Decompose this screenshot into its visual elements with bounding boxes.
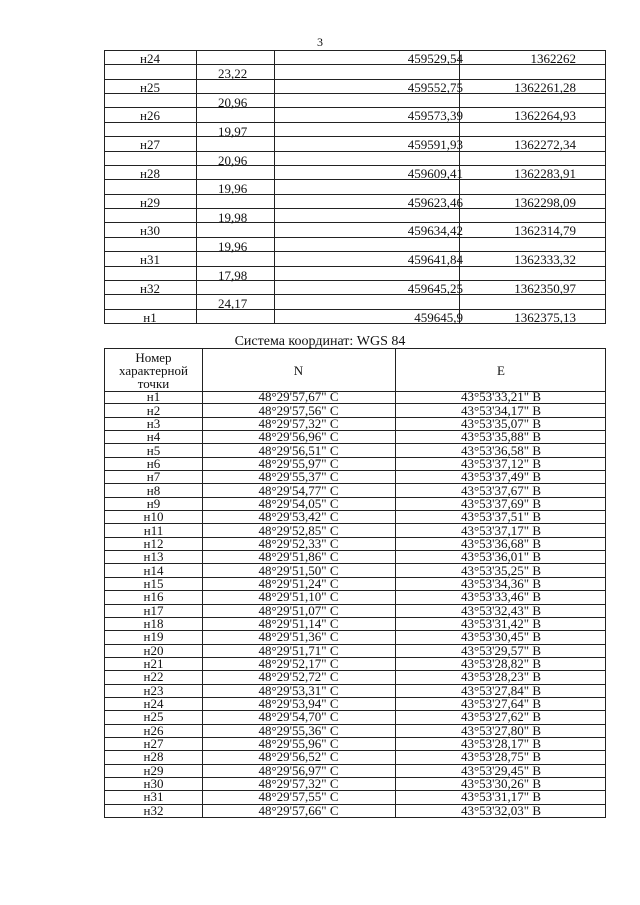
latitude-cell: 48°29'51,71" С xyxy=(258,642,339,658)
wgs84-coordinates-table xyxy=(104,348,606,818)
latitude-cell: 48°29'54,70" С xyxy=(258,709,339,725)
distance-cell: 17,98 xyxy=(218,268,248,283)
point-number-cell: н15 xyxy=(143,575,164,591)
point-number-cell: н9 xyxy=(146,495,161,511)
point-number-cell: н4 xyxy=(146,429,161,445)
latitude-cell: 48°29'55,36" С xyxy=(258,722,339,738)
latitude-cell: 48°29'53,94" С xyxy=(258,696,339,712)
longitude-cell: 43°53'37,69" В xyxy=(460,495,542,511)
page-number: 3 xyxy=(317,35,323,49)
coordinate-y-cell: 1362283,91 xyxy=(514,166,576,181)
point-number-cell: н12 xyxy=(143,535,164,551)
column-divider xyxy=(196,50,197,323)
longitude-cell: 43°53'33,21" В xyxy=(460,389,542,405)
coordinate-y-cell: 1362333,32 xyxy=(514,252,576,267)
point-number-cell: н32 xyxy=(140,281,160,296)
point-number-cell: н31 xyxy=(140,252,160,267)
point-number-cell: н18 xyxy=(143,616,164,632)
point-number-cell: н22 xyxy=(143,669,164,685)
coordinate-x-cell: 459552,75 xyxy=(407,80,463,95)
longitude-cell: 43°53'34,17" В xyxy=(460,402,542,418)
longitude-cell: 43°53'37,51" В xyxy=(460,509,542,525)
point-number-cell: н31 xyxy=(143,789,164,805)
column-divider xyxy=(274,50,275,323)
longitude-cell: 43°53'33,46" В xyxy=(460,589,542,605)
point-number-cell: н1 xyxy=(146,389,161,405)
distance-cell: 19,98 xyxy=(218,210,248,225)
longitude-cell: 43°53'36,01" В xyxy=(460,549,542,565)
point-number-cell: н16 xyxy=(143,589,164,605)
coordinate-x-cell: 459529,54 xyxy=(407,51,463,66)
coordinate-x-cell: 459573,39 xyxy=(407,108,463,123)
latitude-cell: 48°29'55,97" С xyxy=(258,455,339,471)
latitude-cell: 48°29'51,07" С xyxy=(258,602,339,618)
point-number-cell: н28 xyxy=(140,166,160,181)
latitude-cell: 48°29'52,85" С xyxy=(258,522,339,538)
coordinate-y-cell: 1362261,28 xyxy=(514,80,576,95)
point-number-cell: н8 xyxy=(146,482,161,498)
coordinate-y-cell: 1362375,13 xyxy=(514,310,576,325)
latitude-cell: 48°29'57,32" С xyxy=(258,415,339,431)
point-number-cell: н20 xyxy=(143,642,164,658)
latitude-cell: 48°29'51,36" С xyxy=(258,629,339,645)
longitude-cell: 43°53'37,12" В xyxy=(460,455,542,471)
latitude-cell: 48°29'54,77" С xyxy=(258,482,339,498)
longitude-cell: 43°53'28,82" В xyxy=(460,656,542,672)
latitude-cell: 48°29'56,96" С xyxy=(258,429,339,445)
coordinate-y-cell: 1362272,34 xyxy=(514,137,576,152)
point-number-cell: н10 xyxy=(143,509,164,525)
point-number-cell: н25 xyxy=(143,709,164,725)
longitude-cell: 43°53'29,57" В xyxy=(460,642,542,658)
point-number-cell: н17 xyxy=(143,602,164,618)
distance-cell: 19,96 xyxy=(218,239,248,254)
latitude-cell: 48°29'52,72" С xyxy=(258,669,339,685)
point-number-cell: н14 xyxy=(143,562,164,578)
longitude-cell: 43°53'28,17" В xyxy=(460,736,542,752)
coordinate-y-cell: 1362264,93 xyxy=(514,108,576,123)
point-number-cell: н29 xyxy=(143,762,164,778)
latitude-cell: 48°29'55,96" С xyxy=(258,736,339,752)
longitude-cell: 43°53'29,45" В xyxy=(460,762,542,778)
point-number-cell: н7 xyxy=(146,469,161,485)
distance-cell: 19,97 xyxy=(218,124,248,139)
longitude-cell: 43°53'27,84" В xyxy=(460,682,542,698)
latitude-cell: 48°29'57,32" С xyxy=(258,776,339,792)
longitude-cell: 43°53'36,68" В xyxy=(460,535,542,551)
wgs-rows xyxy=(105,391,605,817)
latitude-cell: 48°29'51,14" С xyxy=(258,616,339,632)
latitude-cell: 48°29'53,42" С xyxy=(258,509,339,525)
longitude-cell: 43°53'28,75" В xyxy=(460,749,542,765)
longitude-cell: 43°53'31,17" В xyxy=(460,789,542,805)
latitude-cell: 48°29'57,66" С xyxy=(258,802,339,818)
point-number-cell: н6 xyxy=(146,455,161,471)
point-number-cell: н1 xyxy=(143,310,157,325)
longitude-cell: 43°53'27,80" В xyxy=(460,722,542,738)
coordinate-x-cell: 459641,84 xyxy=(407,252,463,267)
longitude-cell: 43°53'27,62" В xyxy=(460,709,542,725)
latitude-cell: 48°29'57,56" С xyxy=(258,402,339,418)
coordinate-x-cell: 459623,46 xyxy=(407,195,463,210)
longitude-cell: 43°53'35,25" В xyxy=(460,562,542,578)
coordinate-x-cell: 459591,93 xyxy=(407,137,463,152)
point-number-cell: н32 xyxy=(143,802,164,818)
latitude-cell: 48°29'57,67" С xyxy=(258,389,339,405)
latitude-cell: 48°29'51,24" С xyxy=(258,575,339,591)
header-east: E xyxy=(497,362,505,378)
coordinate-y-cell: 1362350,97 xyxy=(514,281,576,296)
point-number-cell: н21 xyxy=(143,656,164,672)
distance-cell: 23,22 xyxy=(218,66,248,81)
point-number-cell: н28 xyxy=(143,749,164,765)
point-number-cell: н29 xyxy=(140,195,160,210)
longitude-cell: 43°53'35,07" В xyxy=(460,415,542,431)
point-number-cell: н27 xyxy=(140,137,160,152)
distance-cell: 24,17 xyxy=(218,296,248,311)
longitude-cell: 43°53'27,64" В xyxy=(460,696,542,712)
point-number-cell: н2 xyxy=(146,402,161,418)
point-number-cell: н3 xyxy=(146,415,161,431)
coordinate-x-cell: 459645,9 xyxy=(414,310,463,325)
point-number-cell: н25 xyxy=(140,80,160,95)
latitude-cell: 48°29'53,31" С xyxy=(258,682,339,698)
point-number-cell: н26 xyxy=(140,108,160,123)
latitude-cell: 48°29'52,17" С xyxy=(258,656,339,672)
coordinate-y-cell: 1362314,79 xyxy=(514,223,576,238)
longitude-cell: 43°53'28,23" В xyxy=(460,669,542,685)
coordinate-y-cell: 1362262 xyxy=(530,51,576,66)
latitude-cell: 48°29'51,86" С xyxy=(258,549,339,565)
longitude-cell: 43°53'37,17" В xyxy=(460,522,542,538)
table-border-right xyxy=(605,50,606,323)
point-number-cell: н30 xyxy=(140,223,160,238)
latitude-cell: 48°29'57,55" С xyxy=(258,789,339,805)
longitude-cell: 43°53'36,58" В xyxy=(460,442,542,458)
latitude-cell: 48°29'54,05" С xyxy=(258,495,339,511)
longitude-cell: 43°53'32,03" В xyxy=(460,802,542,818)
coordinate-system-caption: Система координат: WGS 84 xyxy=(234,334,406,349)
longitude-cell: 43°53'30,26" В xyxy=(460,776,542,792)
coordinate-x-cell: 459609,41 xyxy=(407,166,463,181)
point-number-cell: н30 xyxy=(143,776,164,792)
point-number-cell: н23 xyxy=(143,682,164,698)
longitude-cell: 43°53'37,49" В xyxy=(460,469,542,485)
header-north: N xyxy=(293,362,304,378)
latitude-cell: 48°29'51,10" С xyxy=(258,589,339,605)
point-number-cell: н24 xyxy=(140,51,160,66)
longitude-cell: 43°53'32,43" В xyxy=(460,602,542,618)
point-number-cell: н11 xyxy=(143,522,164,538)
latitude-cell: 48°29'56,52" С xyxy=(258,749,339,765)
latitude-cell: 48°29'52,33" С xyxy=(258,535,339,551)
latitude-cell: 48°29'56,51" С xyxy=(258,442,339,458)
point-number-cell: н27 xyxy=(143,736,164,752)
point-number-cell: н26 xyxy=(143,722,164,738)
header-point-number: Номер характерной точки xyxy=(119,349,188,391)
coordinates-table xyxy=(104,50,606,323)
coordinate-y-cell: 1362298,09 xyxy=(514,195,576,210)
longitude-cell: 43°53'30,45" В xyxy=(460,629,542,645)
latitude-cell: 48°29'55,37" С xyxy=(258,469,339,485)
coordinate-x-cell: 459634,42 xyxy=(407,223,463,238)
longitude-cell: 43°53'37,67" В xyxy=(460,482,542,498)
table-row xyxy=(105,802,605,818)
point-number-cell: н13 xyxy=(143,549,164,565)
distance-cell: 20,96 xyxy=(218,95,248,110)
point-number-cell: н24 xyxy=(143,696,164,712)
distance-cell: 20,96 xyxy=(218,153,248,168)
point-number-cell: н19 xyxy=(143,629,164,645)
longitude-cell: 43°53'35,88" В xyxy=(460,429,542,445)
latitude-cell: 48°29'56,97" С xyxy=(258,762,339,778)
longitude-cell: 43°53'31,42" В xyxy=(460,616,542,632)
distance-cell: 19,96 xyxy=(218,181,248,196)
latitude-cell: 48°29'51,50" С xyxy=(258,562,339,578)
point-number-cell: н5 xyxy=(146,442,161,458)
coordinate-x-cell: 459645,25 xyxy=(407,281,463,296)
longitude-cell: 43°53'34,36" В xyxy=(460,575,542,591)
